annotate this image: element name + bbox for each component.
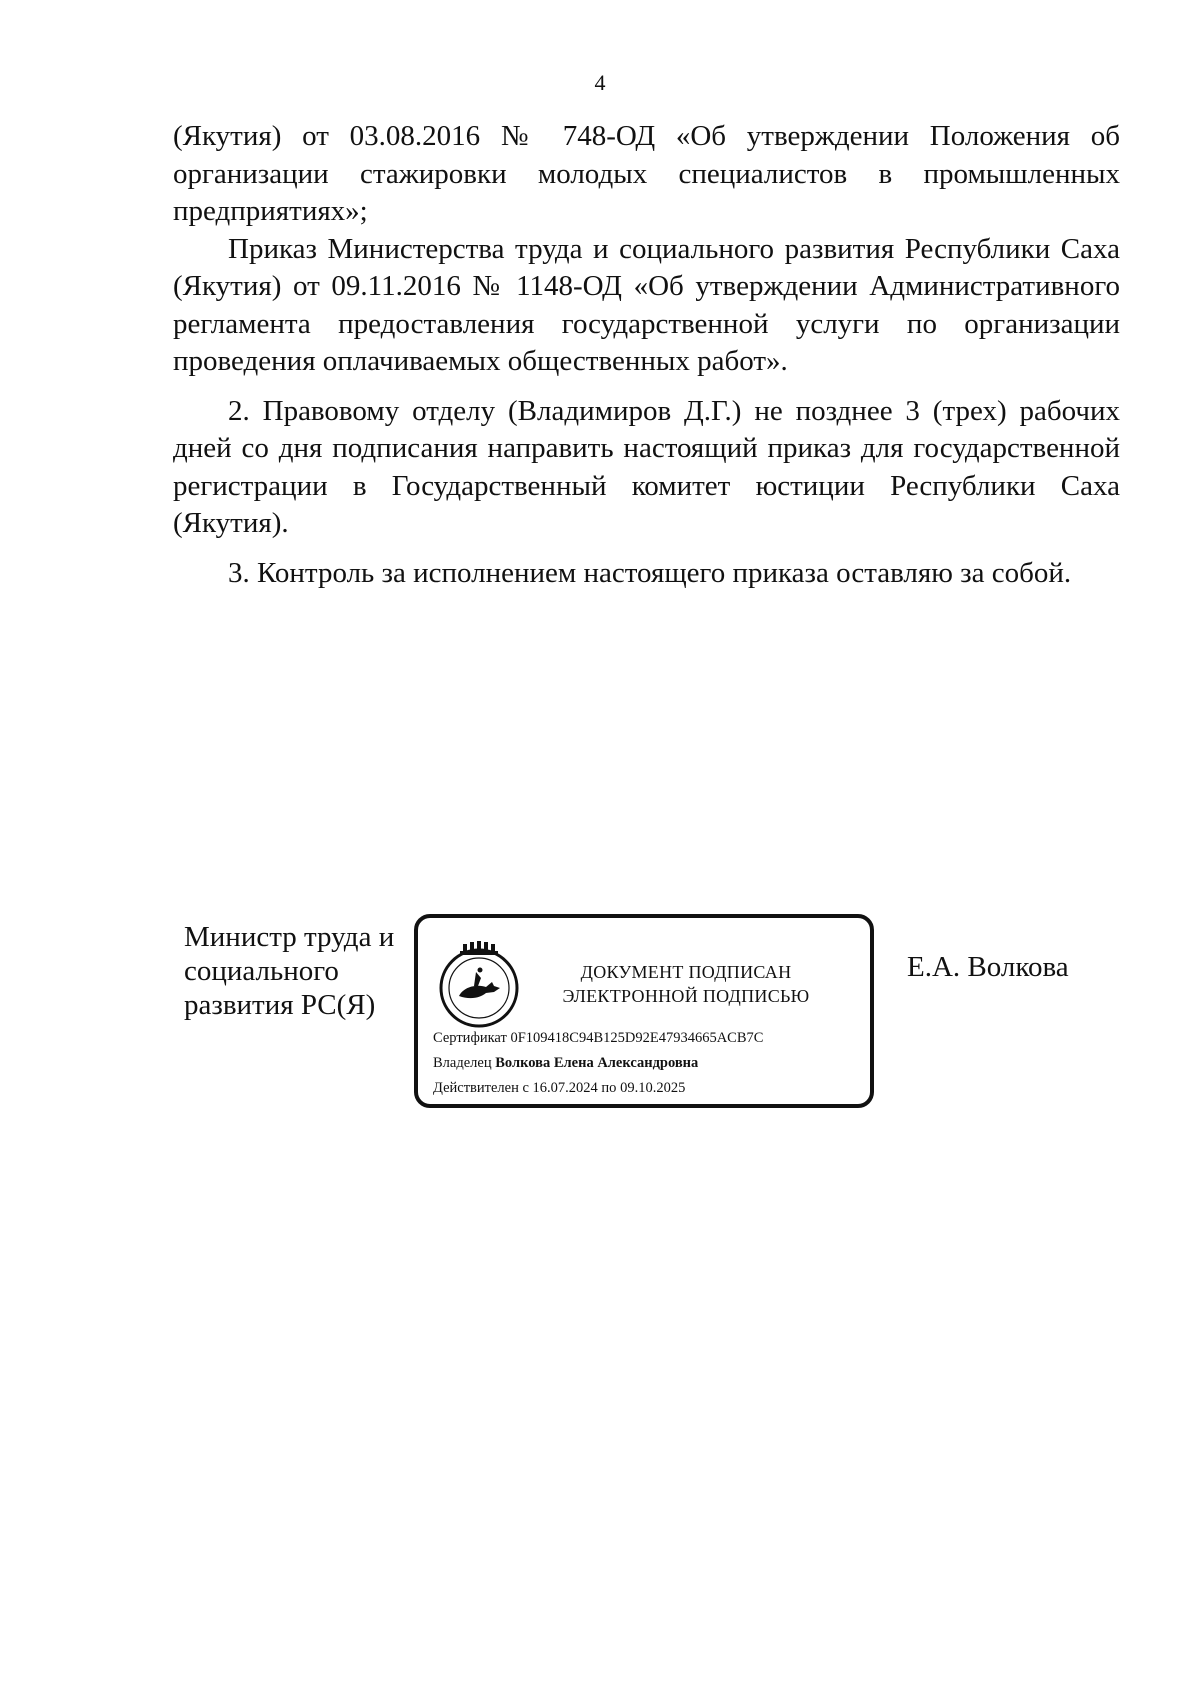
validity-line (433, 1080, 685, 1097)
stamp-heading-line: ДОКУМЕНТ ПОДПИСАН (580, 962, 792, 982)
stamp-heading (536, 960, 836, 1008)
signer-title-line: социального (184, 955, 339, 987)
document-body (173, 118, 1120, 592)
certificate-line (433, 1030, 763, 1047)
valid-from-label: Действителен с (433, 1080, 529, 1096)
valid-from-date: 16.07.2024 (532, 1080, 598, 1096)
paragraph-continuation: (Якутия) от 03.08.2016 № 748-ОД «Об утверждении Положения об организации стажировки молодых специалистов в промышленных предприятиях»; (173, 120, 1120, 227)
valid-to-label: по (601, 1080, 617, 1096)
paragraph-order-reference: Приказ Министерства труда и социального развития Республики Саха (Якутия) от 09.11.2016 № 1148-ОД «Об утверждении Административного регламента предоставления государственной услуги по организации проведения оплачиваемых общественных работ». (173, 232, 1120, 377)
coat-of-arms-sakha-icon (434, 940, 524, 1030)
page-number: 4 (594, 70, 606, 95)
paragraph-item-2: 2. Правовому отделу (Владимиров Д.Г.) не позднее 3 (трех) рабочих дней со дня подписания направить настоящий приказ для государственной регистрации в Государственный комитет юстиции Республики Саха (Якутия). (173, 394, 1120, 539)
owner-value: Волкова Елена Александровна (495, 1055, 699, 1071)
owner-line (433, 1055, 698, 1072)
stamp-heading-line: ЭЛЕКТРОННОЙ ПОДПИСЬЮ (562, 986, 810, 1006)
certificate-value: 0F109418C94B125D92E47934665ACB7C (510, 1030, 764, 1046)
signer-title-line: Министр труда и (184, 921, 395, 953)
electronic-signature-stamp (414, 914, 874, 1108)
owner-label: Владелец (433, 1055, 492, 1071)
paragraph-item-3: 3. Контроль за исполнением настоящего приказа оставляю за собой. (228, 556, 1072, 589)
signer-title (184, 920, 394, 1022)
signer-name: Е.А. Волкова (907, 951, 1069, 983)
certificate-label: Сертификат (433, 1030, 507, 1046)
valid-to-date: 09.10.2025 (620, 1080, 686, 1096)
signer-title-line: развития РС(Я) (184, 989, 376, 1021)
